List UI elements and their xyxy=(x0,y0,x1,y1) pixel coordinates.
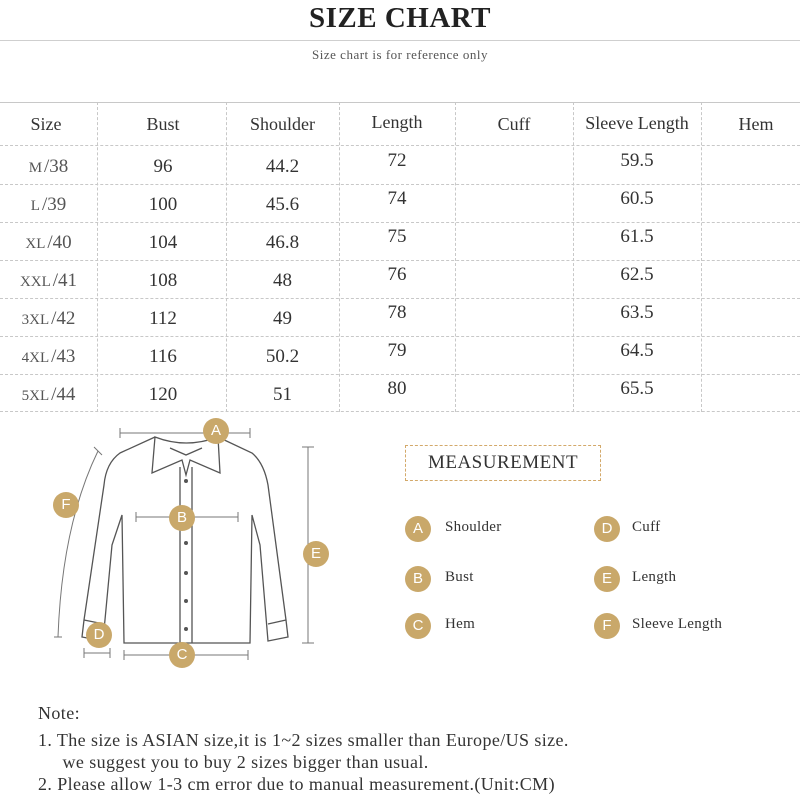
legend-label: Hem xyxy=(445,616,476,632)
col-header-length: Length xyxy=(371,112,423,132)
measurement-title: MEASUREMENT xyxy=(405,445,601,481)
size-label xyxy=(0,194,97,216)
table-cell-bust: 96 xyxy=(153,156,173,177)
table-rule xyxy=(0,184,800,185)
col-header-size: Size xyxy=(30,114,62,134)
size-letter: L xyxy=(30,198,40,214)
size-number: /40 xyxy=(47,232,72,253)
col-header-shoulder: Shoulder xyxy=(250,114,315,134)
note-line-2: 2. Please allow 1-3 cm error due to manual measurement.(Unit:CM) xyxy=(38,774,555,794)
table-cell-shoulder: 50.2 xyxy=(265,346,300,367)
table-rule xyxy=(0,374,800,375)
table-rule xyxy=(0,145,800,146)
size-number: /44 xyxy=(51,384,76,405)
table-cell-sleeve: 64.5 xyxy=(620,340,654,361)
badge-e: E xyxy=(303,541,329,567)
size-label xyxy=(0,232,97,254)
size-table xyxy=(0,102,800,412)
badge-f: F xyxy=(53,492,79,518)
size-label xyxy=(0,270,97,292)
table-col-rule xyxy=(573,102,574,412)
legend-badge: C xyxy=(405,613,431,639)
shirt-diagram xyxy=(40,415,350,670)
table-rule xyxy=(0,298,800,299)
table-cell-sleeve: 65.5 xyxy=(620,378,654,399)
table-rule xyxy=(0,260,800,261)
size-label xyxy=(0,384,97,406)
legend-badge: E xyxy=(594,566,620,592)
legend-label: Length xyxy=(632,569,677,585)
legend-label: Bust xyxy=(445,569,474,585)
table-cell-bust: 112 xyxy=(149,308,177,329)
title-divider xyxy=(0,40,800,41)
size-number: /43 xyxy=(51,346,76,367)
size-number: /42 xyxy=(51,308,76,329)
table-rule xyxy=(0,222,800,223)
table-cell-shoulder: 51 xyxy=(273,384,292,405)
size-letter: 3XL xyxy=(21,312,50,328)
table-cell-bust: 120 xyxy=(148,384,178,405)
table-cell-sleeve: 59.5 xyxy=(620,150,654,171)
size-label xyxy=(0,346,97,368)
size-letter: XXL xyxy=(19,274,51,290)
table-col-rule xyxy=(339,102,340,412)
table-cell-bust: 104 xyxy=(148,232,178,253)
size-number: /41 xyxy=(52,270,78,291)
table-cell-length: 76 xyxy=(387,264,407,285)
table-col-rule xyxy=(455,102,456,412)
size-number: /38 xyxy=(44,156,69,177)
table-cell-length: 79 xyxy=(387,340,407,361)
table-col-rule xyxy=(701,102,702,412)
table-cell-length: 80 xyxy=(387,378,407,399)
table-rule xyxy=(0,336,800,337)
size-number: /39 xyxy=(41,194,67,215)
table-rule xyxy=(0,102,800,103)
size-letter: 4XL xyxy=(21,350,50,366)
table-cell-length: 72 xyxy=(387,150,407,171)
col-header-sleeve-length: Sleeve Length xyxy=(585,113,689,133)
badge-a: A xyxy=(203,418,229,444)
table-cell-shoulder: 44.2 xyxy=(265,156,300,177)
col-header-cuff: Cuff xyxy=(497,114,531,134)
table-cell-length: 78 xyxy=(387,302,407,323)
size-letter: XL xyxy=(25,236,46,252)
note-line-1b: we suggest you to buy 2 sizes bigger than usual. xyxy=(38,752,429,772)
legend-badge: D xyxy=(594,516,620,542)
table-cell-sleeve: 63.5 xyxy=(620,302,654,323)
legend-label: Cuff xyxy=(632,519,661,535)
table-cell-length: 75 xyxy=(387,226,407,247)
size-label xyxy=(0,156,97,178)
table-cell-sleeve: 60.5 xyxy=(620,188,654,209)
col-header-hem: Hem xyxy=(738,114,774,134)
legend-label: Sleeve Length xyxy=(632,616,723,632)
table-cell-shoulder: 45.6 xyxy=(265,194,300,215)
size-label xyxy=(0,308,97,330)
table-cell-length: 74 xyxy=(387,188,407,209)
size-letter: 5XL xyxy=(21,388,50,404)
table-cell-shoulder: 48 xyxy=(273,270,292,291)
legend-label: Shoulder xyxy=(445,519,502,535)
table-cell-shoulder: 49 xyxy=(273,308,292,329)
notes-heading: Note: xyxy=(38,703,80,723)
table-cell-shoulder: 46.8 xyxy=(265,232,300,253)
note-line-1: 1. The size is ASIAN size,it is 1~2 sizes smaller than Europe/US size. xyxy=(38,730,569,750)
badge-b: B xyxy=(169,505,195,531)
table-cell-bust: 108 xyxy=(148,270,178,291)
legend-badge: A xyxy=(405,516,431,542)
legend-badge: B xyxy=(405,566,431,592)
table-cell-bust: 100 xyxy=(148,194,178,215)
table-cell-bust: 116 xyxy=(149,346,177,367)
table-cell-sleeve: 61.5 xyxy=(620,226,654,247)
page-title: SIZE CHART xyxy=(308,2,492,34)
table-rule xyxy=(0,411,800,412)
badge-d: D xyxy=(86,622,112,648)
col-header-bust: Bust xyxy=(146,114,180,134)
table-cell-sleeve: 62.5 xyxy=(620,264,654,285)
page-subtitle: Size chart is for reference only xyxy=(312,47,488,62)
badge-c: C xyxy=(169,642,195,668)
size-letter: M xyxy=(28,160,43,176)
legend-badge: F xyxy=(594,613,620,639)
